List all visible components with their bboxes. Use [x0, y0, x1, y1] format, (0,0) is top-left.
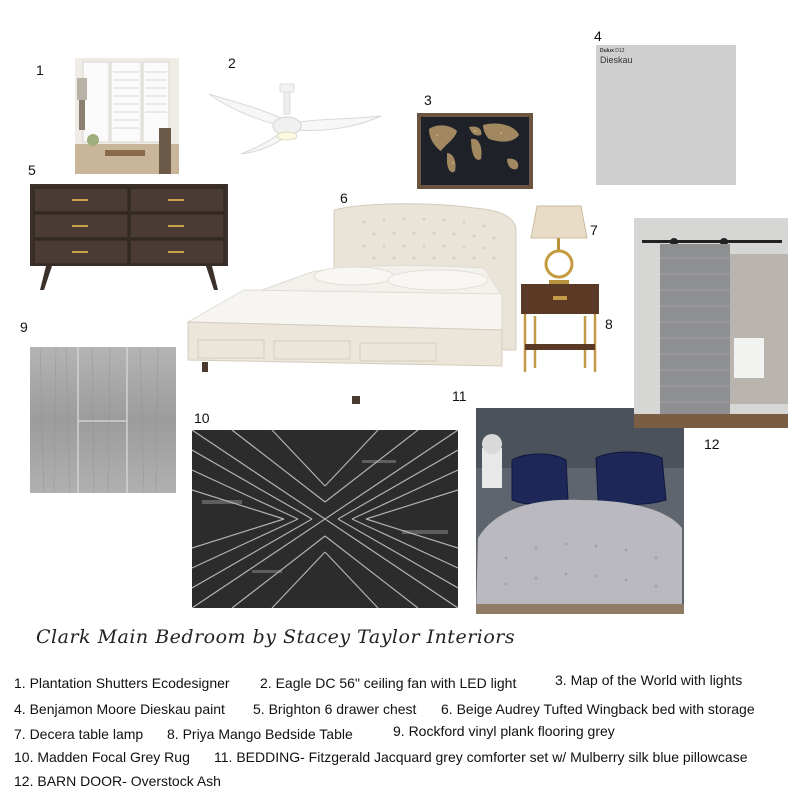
table-lamp-image — [527, 204, 591, 290]
caption-9: 9. Rockford vinyl plank flooring grey — [393, 723, 615, 739]
label-1: 1 — [36, 62, 44, 78]
caption-5: 5. Brighton 6 drawer chest — [253, 701, 417, 717]
caption-7: 7. Decera table lamp — [14, 726, 144, 742]
ceiling-fan-image — [205, 80, 385, 160]
vinyl-flooring-image — [30, 347, 176, 493]
label-5: 5 — [28, 162, 36, 178]
caption-1: 1. Plantation Shutters Ecodesigner — [14, 675, 230, 691]
label-7: 7 — [590, 222, 598, 238]
label-4: 4 — [594, 28, 602, 44]
caption-3: 3. Map of the World with lights — [555, 672, 743, 688]
label-8: 8 — [605, 316, 613, 332]
caption-8: 8. Priya Mango Bedside Table — [167, 726, 353, 742]
barn-door-image — [634, 218, 788, 428]
paint-swatch-color — [596, 45, 736, 185]
caption-12: 12. BARN DOOR- Overstock Ash — [14, 773, 221, 789]
label-9: 9 — [20, 319, 28, 335]
caption-10: 10. Madden Focal Grey Rug — [14, 749, 190, 765]
caption-4: 4. Benjamon Moore Dieskau paint — [14, 701, 225, 717]
grey-rug-image — [192, 430, 458, 608]
bedside-table-image — [519, 282, 601, 374]
caption-6: 6. Beige Audrey Tufted Wingback bed with storage — [441, 701, 755, 717]
paint-swatch — [596, 45, 736, 185]
label-10: 10 — [194, 410, 210, 426]
caption-11: 11. BEDDING- Fitzgerald Jacquard grey comforter set w/ Mulberry silk blue pillowcase — [214, 749, 748, 765]
paint-code: D13 — [615, 48, 625, 54]
label-2: 2 — [228, 55, 236, 71]
bedding-image — [476, 408, 684, 614]
label-3: 3 — [424, 92, 432, 108]
label-11: 11 — [452, 388, 467, 404]
label-12: 12 — [704, 436, 720, 452]
wingback-bed-image — [184, 200, 520, 406]
label-6: 6 — [340, 190, 348, 206]
paint-name: Dieskau — [600, 55, 633, 65]
caption-2: 2. Eagle DC 56" ceiling fan with LED light — [260, 675, 517, 691]
board-title: Clark Main Bedroom by Stacey Taylor Interiors — [36, 626, 516, 648]
paint-brand: Dulux — [600, 48, 614, 54]
shutters-image — [75, 58, 179, 174]
world-map-image — [417, 113, 533, 189]
